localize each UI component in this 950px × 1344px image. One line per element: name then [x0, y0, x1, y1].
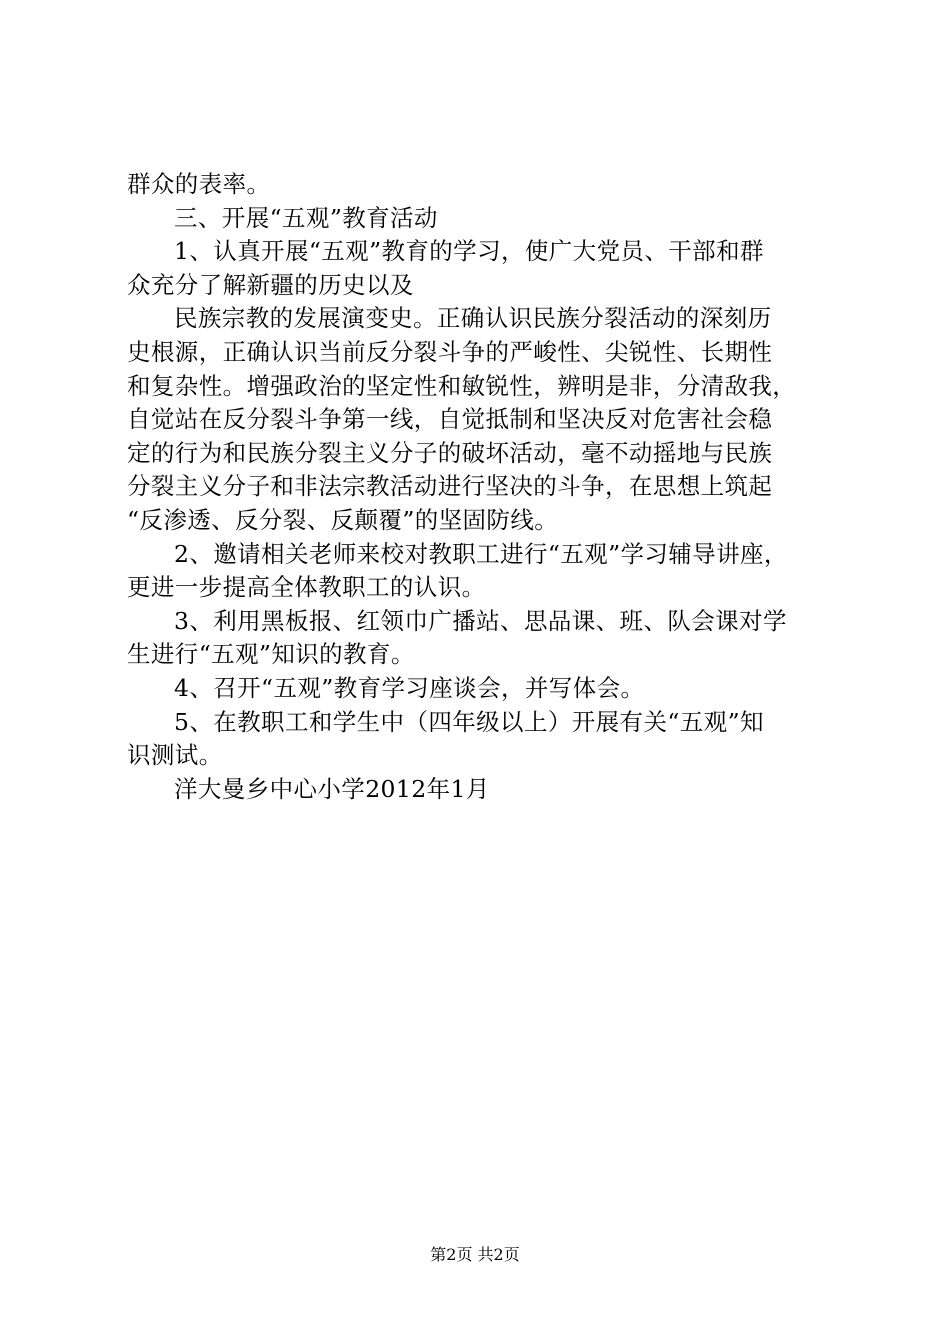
text-line: 更进一步提高全体教职工的认识。 — [127, 573, 486, 602]
text-line: 4、召开“五观”教育学习座谈会，并写体会。 — [174, 673, 645, 702]
page-footer: 第2页 共2页 — [430, 1245, 520, 1264]
text-line: “反渗透、反分裂、反颠覆”的坚固防线。 — [127, 505, 559, 534]
text-line: 群众的表率。 — [127, 170, 271, 198]
text-line: 众充分了解新疆的历史以及 — [127, 270, 414, 299]
text-line: 2、邀请相关老师来校对教职工进行“五观”学习辅导讲座， — [174, 539, 788, 568]
text-line: 自觉站在反分裂斗争第一线，自觉抵制和坚决反对危害社会稳 — [127, 405, 773, 434]
text-line: 民族宗教的发展演变史。正确认识民族分裂活动的深刻历 — [174, 304, 772, 333]
text-line: 分裂主义分子和非法宗教活动进行坚决的斗争，在思想上筑起 — [127, 472, 773, 501]
text-line: 和复杂性。增强政治的坚定性和敏锐性，辨明是非，分清敌我， — [127, 371, 797, 400]
text-line: 生进行“五观”知识的教育。 — [127, 640, 415, 669]
section-heading: 三、开展“五观”教育活动 — [174, 203, 438, 232]
text-line: 识测试。 — [127, 741, 223, 770]
text-line: 5、在教职工和学生中（四年级以上）开展有关“五观”知 — [174, 707, 764, 736]
text-line: 3、利用黑板报、红领巾广播站、思品课、班、队会课对学 — [174, 606, 787, 635]
text-line: 1、认真开展“五观”教育的学习，使广大党员、干部和群 — [174, 237, 764, 266]
signature-line: 洋大曼乡中心小学2012年1月 — [174, 774, 490, 803]
document-body — [127, 168, 847, 806]
text-line: 史根源，正确认识当前反分裂斗争的严峻性、尖锐性、长期性 — [127, 337, 773, 366]
text-line: 定的行为和民族分裂主义分子的破坏活动，毫不动摇地与民族 — [127, 438, 773, 467]
